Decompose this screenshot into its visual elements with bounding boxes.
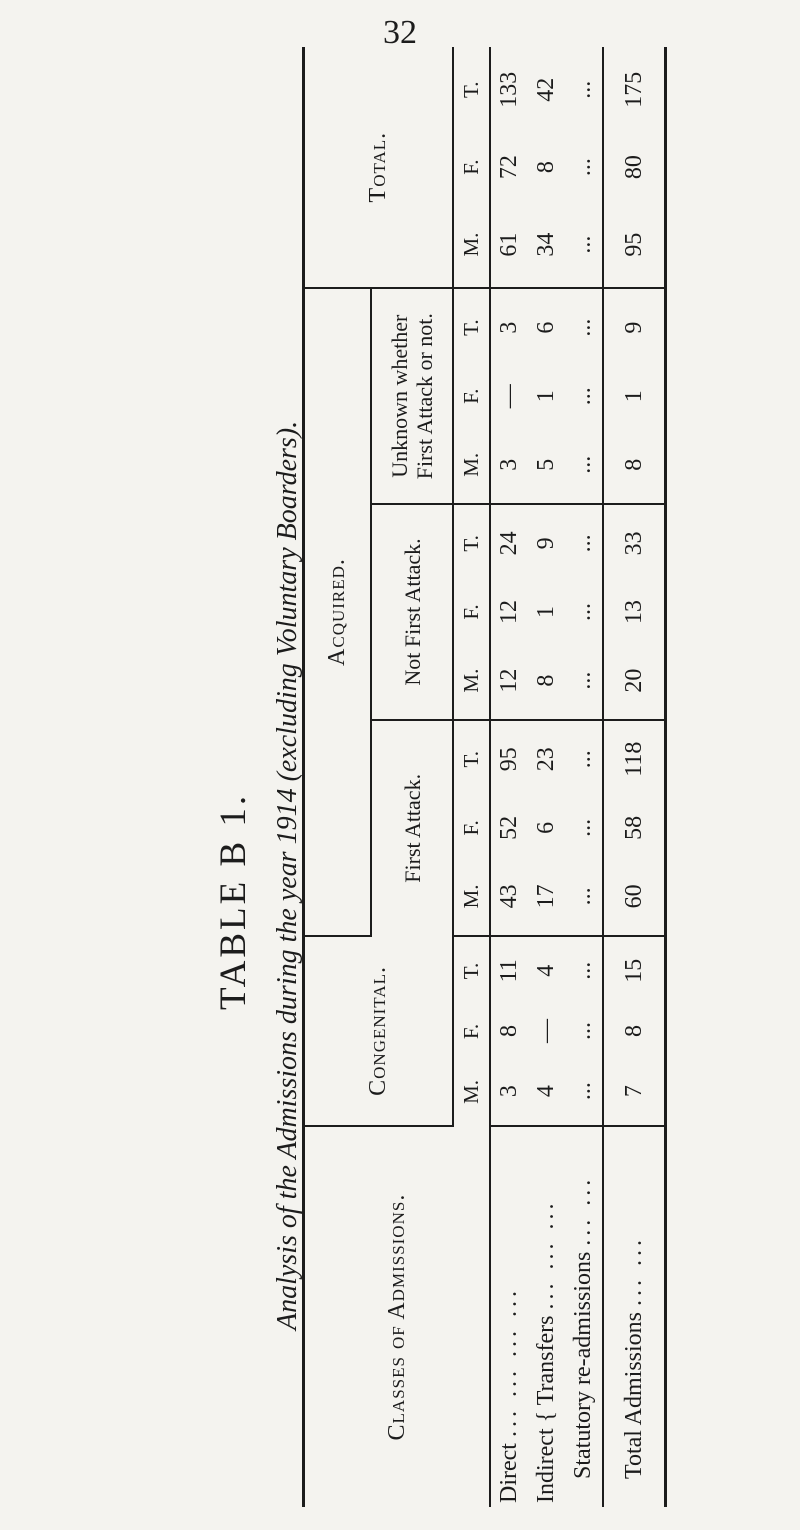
table-title: TABLE B 1.	[213, 792, 254, 1010]
not-first-attack-cell: 12 12 24	[490, 504, 528, 720]
unknown-cell: 5 1 6	[528, 288, 565, 504]
unknown-cell: 8 1 9	[603, 288, 666, 504]
mft-total: M. F. T.	[453, 47, 490, 288]
congenital-cell: ... ... ...	[565, 936, 603, 1126]
unknown-header: Unknown whether First Attack or not.	[371, 288, 453, 504]
row-label: Statutory re-admissions ... ...	[570, 1175, 596, 1479]
total-cell: 61 72 133	[490, 47, 528, 288]
first-attack-cell: 17 6 23	[528, 720, 565, 936]
table-row	[528, 47, 565, 1507]
mft-congenital: M. F. T.	[453, 936, 490, 1126]
total-cell: ... ... ...	[565, 47, 603, 288]
not-first-attack-cell: 20 13 33	[603, 504, 666, 720]
not-first-attack-header: Not First Attack.	[371, 504, 453, 720]
not-first-attack-cell: 8 1 9	[528, 504, 565, 720]
admissions-table	[302, 47, 667, 1507]
classes-header: Classes of Admissions.	[304, 1126, 491, 1507]
header-row	[304, 47, 372, 1507]
congenital-cell: 3 8 11	[490, 936, 528, 1126]
page-number: 32	[383, 14, 417, 51]
table-row	[490, 47, 528, 1507]
total-row	[603, 47, 666, 1507]
mft-unknown: M. F. T.	[453, 288, 490, 504]
not-first-attack-cell: ... ... ...	[565, 504, 603, 720]
total-row-label: Total Admissions ... ...	[603, 1126, 666, 1507]
admissions-table-wrapper	[302, 47, 647, 1507]
total-cell: 95 80 175	[603, 47, 666, 288]
unknown-cell: ... ... ...	[565, 288, 603, 504]
total-cell: 34 8 42	[528, 47, 565, 288]
mft-first-attack: M. F. T.	[453, 720, 490, 936]
mft-not-first-attack: M. F. T.	[453, 504, 490, 720]
first-attack-cell: 60 58 118	[603, 720, 666, 936]
table-subtitle: Analysis of the Admissions during the year 1914 (excluding Voluntary Boarders).	[272, 420, 303, 1330]
first-attack-cell: 43 52 95	[490, 720, 528, 936]
congenital-cell: 7 8 15	[603, 936, 666, 1126]
table-row	[565, 47, 603, 1507]
unknown-cell: 3 — 3	[490, 288, 528, 504]
congenital-header: Congenital.	[304, 936, 454, 1126]
first-attack-cell: ... ... ...	[565, 720, 603, 936]
row-label: Direct ... ... ... ...	[496, 1287, 522, 1503]
congenital-cell: 4 — 4	[528, 936, 565, 1126]
first-attack-header: First Attack.	[371, 720, 453, 936]
row-label: Indirect { Transfers ... ... ...	[533, 1199, 559, 1503]
total-header: Total.	[304, 47, 454, 288]
acquired-header: Acquired.	[304, 288, 372, 935]
